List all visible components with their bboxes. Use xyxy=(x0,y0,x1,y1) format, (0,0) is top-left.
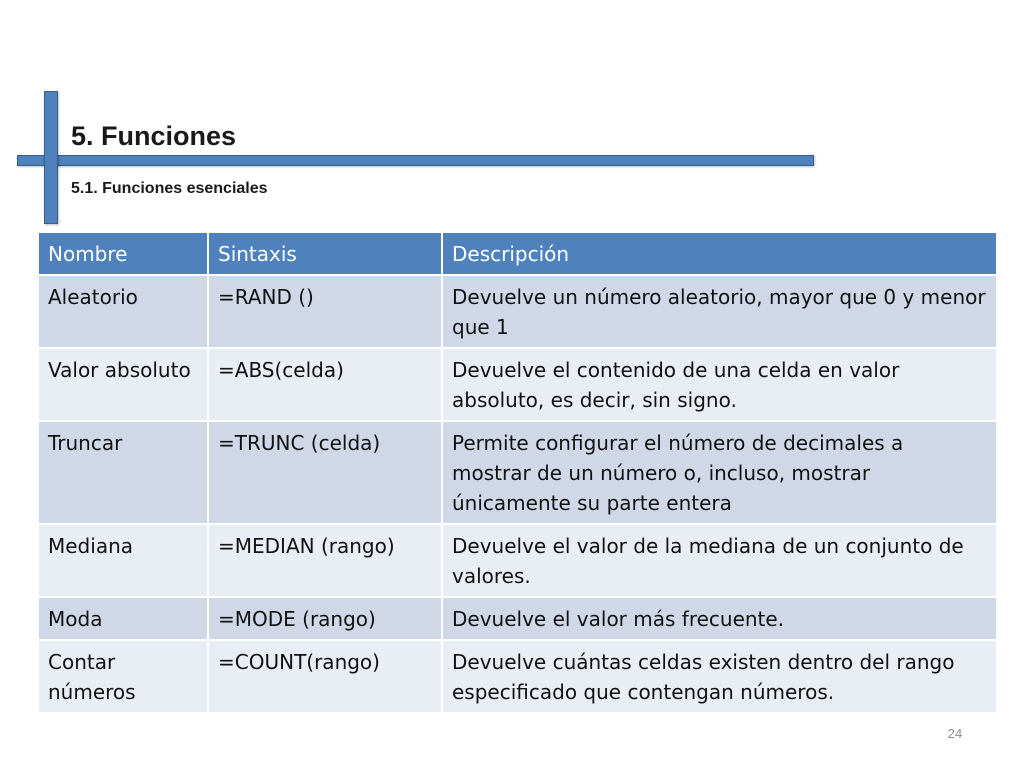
cell-nombre: Valor absoluto xyxy=(38,348,208,421)
cell-descripcion: Devuelve el valor de la mediana de un conjunto de valores. xyxy=(442,524,997,597)
cell-nombre: Mediana xyxy=(38,524,208,597)
cell-sintaxis: =TRUNC (celda) xyxy=(208,421,442,524)
table-header-row xyxy=(38,232,997,275)
cell-descripcion: Devuelve un número aleatorio, mayor que 0 y menor que 1 xyxy=(442,275,997,348)
table-row xyxy=(38,421,997,524)
cell-nombre: Aleatorio xyxy=(38,275,208,348)
cell-descripcion: Permite configurar el número de decimales a mostrar de un número o, incluso, mostrar únicamente su parte entera xyxy=(442,421,997,524)
table-row xyxy=(38,524,997,597)
table-row xyxy=(38,640,997,713)
cell-nombre: Moda xyxy=(38,597,208,640)
cell-nombre: Contar números xyxy=(38,640,208,713)
slide-subtitle: 5.1. Funciones esenciales xyxy=(71,180,268,197)
header-descripcion: Descripción xyxy=(442,232,997,275)
cell-sintaxis: =COUNT(rango) xyxy=(208,640,442,713)
cell-descripcion: Devuelve el contenido de una celda en valor absoluto, es decir, sin signo. xyxy=(442,348,997,421)
table-row xyxy=(38,275,997,348)
page-number: 24 xyxy=(947,726,963,741)
cell-sintaxis: =ABS(celda) xyxy=(208,348,442,421)
cell-descripcion: Devuelve el valor más frecuente. xyxy=(442,597,997,640)
header-sintaxis: Sintaxis xyxy=(208,232,442,275)
cell-sintaxis: =MODE (rango) xyxy=(208,597,442,640)
header-nombre: Nombre xyxy=(38,232,208,275)
cell-descripcion: Devuelve cuántas celdas existen dentro del rango especificado que contengan números. xyxy=(442,640,997,713)
title-decoration-vertical-bar xyxy=(44,91,58,224)
cell-sintaxis: =RAND () xyxy=(208,275,442,348)
functions-table xyxy=(37,231,998,714)
slide-title: 5. Funciones xyxy=(71,121,237,151)
table-row xyxy=(38,597,997,640)
cell-sintaxis: =MEDIAN (rango) xyxy=(208,524,442,597)
table-row xyxy=(38,348,997,421)
cell-nombre: Truncar xyxy=(38,421,208,524)
title-decoration-horizontal-bar xyxy=(17,155,814,166)
